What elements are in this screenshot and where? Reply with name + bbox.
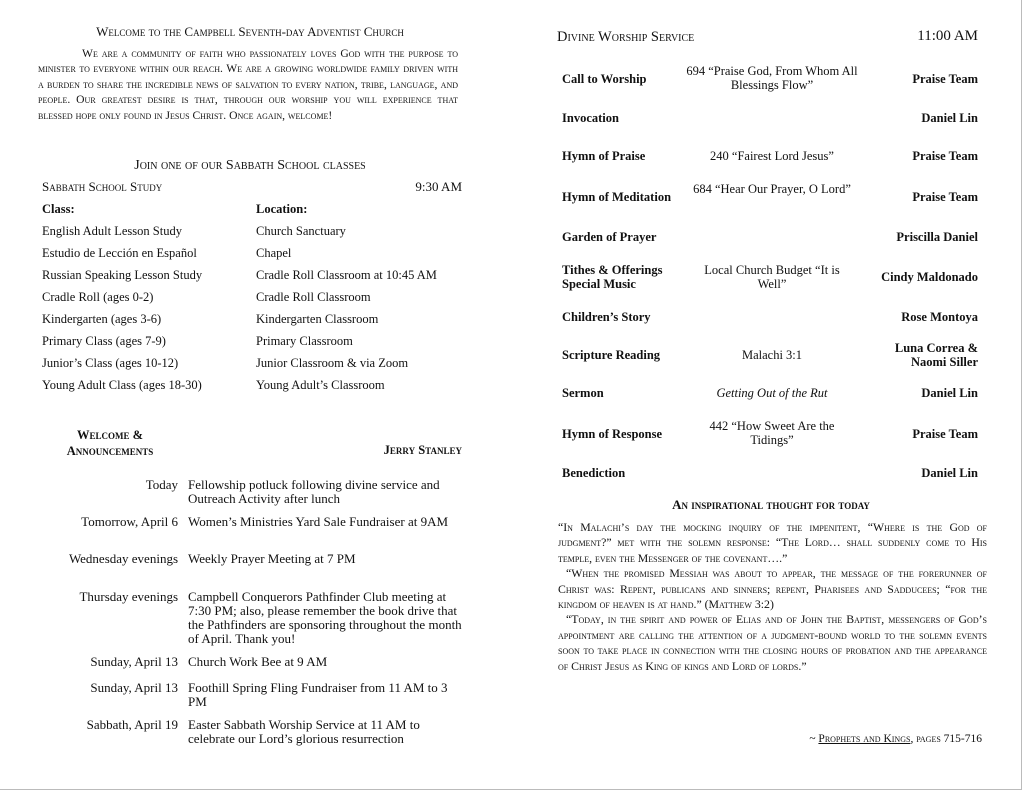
location-column-header: Location: xyxy=(256,202,308,216)
welcome-body xyxy=(38,46,458,123)
announcement-when: Today xyxy=(145,477,178,492)
service-detail: 442 “How Sweet Are the Tidings” xyxy=(709,419,835,447)
service-detail: Local Church Budget “It is Well” xyxy=(704,263,840,291)
service-part: Hymn of Response xyxy=(562,427,663,441)
class-location: Kindergarten Classroom xyxy=(256,312,379,326)
class-location: Young Adult’s Classroom xyxy=(256,378,385,392)
service-item xyxy=(562,466,982,482)
service-leader: Luna Correa & Naomi Siller xyxy=(894,341,978,369)
class-location: Church Sanctuary xyxy=(256,224,346,238)
service-title: Divine Worship Service xyxy=(557,29,695,45)
service-item xyxy=(562,149,982,165)
service-item xyxy=(562,230,982,246)
service-leader: Cindy Maldonado xyxy=(881,270,978,284)
class-row xyxy=(42,334,472,352)
sabbath-school-title: Join one of our Sabbath School classes xyxy=(134,158,366,173)
class-location: Primary Classroom xyxy=(256,334,353,348)
class-name: Junior’s Class (ages 10-12) xyxy=(42,356,179,370)
thought-paragraph: “In Malachi’s day the mocking inquiry of the impenitent, “Where is the God of judgment?” met with the solemn response: “The Lord… shall suddenly come to His temple, even the Messenger of the covenant….” xyxy=(558,520,987,565)
class-row xyxy=(42,246,472,264)
class-location: Chapel xyxy=(256,246,292,260)
service-part: Sermon xyxy=(562,386,604,400)
announcement-what: Campbell Conquerors Pathfinder Club meeting at 7:30 PM; also, please remember the book drive that the Pathfinders are sponsoring throughout the month of April. Thank you! xyxy=(188,589,462,646)
class-column-header: Class: xyxy=(42,202,75,216)
class-name: English Adult Lesson Study xyxy=(42,224,182,238)
welcome-title: Welcome to the Campbell Seventh-day Adventist Church xyxy=(96,24,404,39)
service-leader: Praise Team xyxy=(912,72,978,86)
service-leader: Praise Team xyxy=(912,427,978,441)
service-item xyxy=(562,263,982,293)
welcome-body-text: We are a community of faith who passionately loves God with the purpose to minister to everyone within our reach. We are a growing worldwide family driven with a burden to share the incredible news of salvation to every nation, tribe, language, and people. Our greatest desire is that, through our worship you will experience that blessed hope only found in Jesus Christ. Once again, welcome! xyxy=(38,47,458,122)
service-detail: 694 “Praise God, From Whom All Blessings Flow” xyxy=(686,64,858,92)
service-detail: Malachi 3:1 xyxy=(741,348,803,362)
service-detail: Getting Out of the Rut xyxy=(716,386,828,400)
service-item xyxy=(562,341,982,371)
class-row xyxy=(42,312,472,330)
service-part: Scripture Reading xyxy=(562,348,661,362)
class-name: Cradle Roll (ages 0-2) xyxy=(42,290,154,304)
service-leader: Priscilla Daniel xyxy=(896,230,978,244)
service-item xyxy=(562,386,982,402)
service-item xyxy=(562,310,982,326)
service-detail: 684 “Hear Our Prayer, O Lord” xyxy=(693,182,851,196)
announcement-what: Foothill Spring Fling Fundraiser from 11 AM to 3 PM xyxy=(188,680,448,709)
service-item xyxy=(562,419,982,449)
service-item xyxy=(562,64,982,94)
class-row xyxy=(42,378,472,396)
announcement-when: Sunday, April 13 xyxy=(90,680,178,695)
service-part: Children’s Story xyxy=(562,310,651,324)
citation-prefix: ~ xyxy=(809,733,816,745)
service-part: Hymn of Praise xyxy=(562,149,646,163)
thought-title: An inspirational thought for today xyxy=(672,497,870,512)
service-leader: Daniel Lin xyxy=(921,386,978,400)
announcement-what: Church Work Bee at 9 AM xyxy=(188,654,328,669)
announcement-what: Women’s Ministries Yard Sale Fundraiser at 9AM xyxy=(188,514,449,529)
service-leader: Praise Team xyxy=(912,149,978,163)
class-location: Junior Classroom & via Zoom xyxy=(256,356,409,370)
class-row xyxy=(42,224,472,242)
announcements-leader: Jerry Stanley xyxy=(383,443,462,457)
service-part: Call to Worship xyxy=(562,72,647,86)
class-name: Primary Class (ages 7-9) xyxy=(42,334,166,348)
service-part: Invocation xyxy=(562,111,619,125)
class-row xyxy=(42,268,472,286)
service-leader: Daniel Lin xyxy=(921,111,978,125)
announcement-when: Sabbath, April 19 xyxy=(86,717,178,732)
service-leader: Rose Montoya xyxy=(901,310,978,324)
class-row xyxy=(42,290,472,308)
service-item xyxy=(562,111,982,127)
announcement-when: Sunday, April 13 xyxy=(90,654,178,669)
service-leader: Praise Team xyxy=(912,190,978,204)
class-name: Russian Speaking Lesson Study xyxy=(42,268,203,282)
service-part: Hymn of Meditation xyxy=(562,190,672,204)
class-row xyxy=(42,356,472,374)
class-location: Cradle Roll Classroom xyxy=(256,290,371,304)
service-part: Benediction xyxy=(562,466,626,480)
announcement-when: Tomorrow, April 6 xyxy=(81,514,178,529)
class-name: Young Adult Class (ages 18-30) xyxy=(42,378,202,392)
service-part: Garden of Prayer xyxy=(562,230,657,244)
announcement-what: Fellowship potluck following divine service and Outreach Activity after lunch xyxy=(188,477,440,506)
announcement-what: Easter Sabbath Worship Service at 11 AM to celebrate our Lord’s glorious resurrection xyxy=(188,717,420,746)
thought-paragraph: “Today, in the spirit and power of Elias and of John the Baptist, messengers of God’s appointment are calling the attention of a judgment-bound world to the solemn events soon to take place in connection with the closing hours of probation and the appearance of Christ Jesus as King of kings and Lord of lords.” xyxy=(558,612,987,673)
thought-body xyxy=(558,520,987,674)
announcement-when: Thursday evenings xyxy=(79,589,178,604)
service-item xyxy=(562,182,982,212)
service-leader: Daniel Lin xyxy=(921,466,978,480)
class-name: Kindergarten (ages 3-6) xyxy=(42,312,162,326)
service-part: Tithes & Offerings Special Music xyxy=(562,263,663,291)
service-time: 11:00 AM xyxy=(917,28,978,44)
citation-pages: , pages 715-716 xyxy=(910,733,982,745)
announcements-title: Welcome & Announcements xyxy=(66,428,154,458)
announcement-what: Weekly Prayer Meeting at 7 PM xyxy=(188,551,356,566)
class-location: Cradle Roll Classroom at 10:45 AM xyxy=(256,268,437,282)
thought-citation xyxy=(700,733,982,745)
service-detail: 240 “Fairest Lord Jesus” xyxy=(710,149,834,163)
sabbath-school-study-label: Sabbath School Study xyxy=(42,179,163,194)
citation-book: Prophets and Kings xyxy=(818,733,911,745)
announcement-when: Wednesday evenings xyxy=(68,551,178,566)
class-name: Estudio de Lección en Español xyxy=(42,246,197,260)
sabbath-school-time: 9:30 AM xyxy=(415,179,462,194)
thought-paragraph: “When the promised Messiah was about to appear, the message of the forerunner of Christ was: Repent, publicans and sinners; repent, Pharisees and Sadducees; “for the kingdom of heaven is at hand.” (Matthew 3:2) xyxy=(558,566,987,612)
